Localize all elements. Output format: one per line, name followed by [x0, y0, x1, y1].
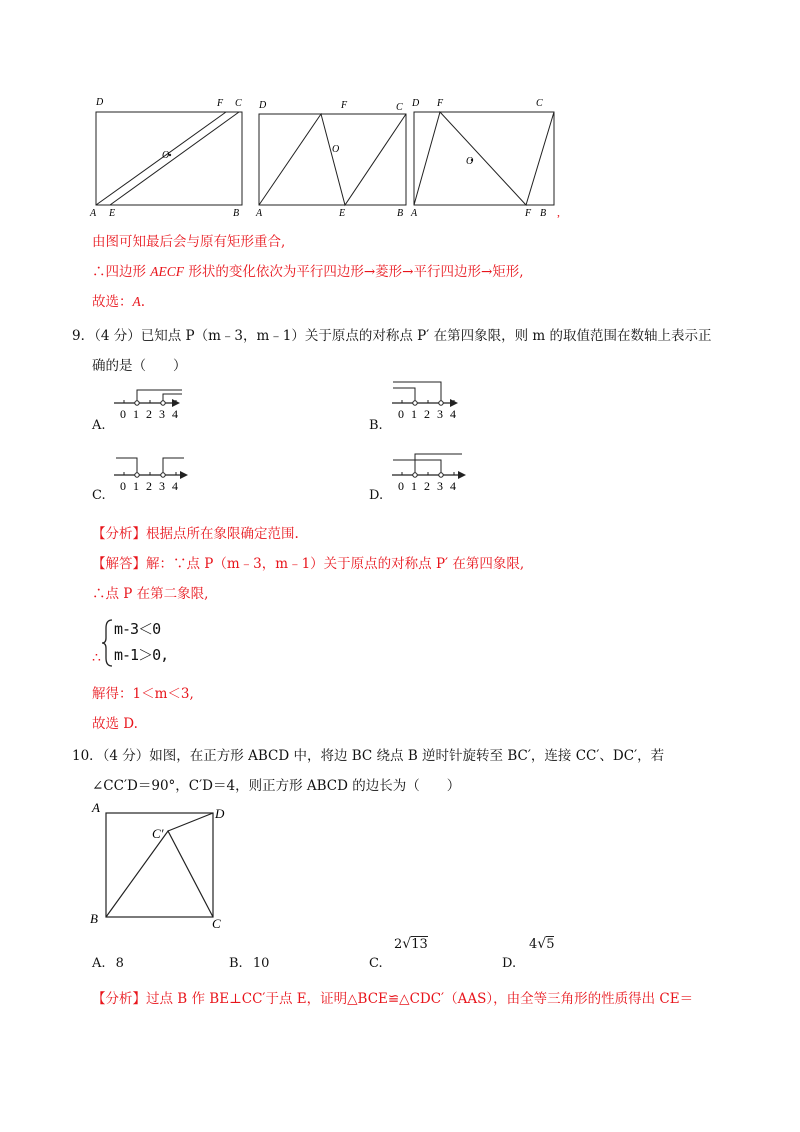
- q8-choice-letter: A: [132, 294, 141, 309]
- q8-choice-suffix: .: [140, 294, 146, 310]
- analysis-text: 过点 B 作 BE⊥CC′于点 E，证明△BCE≌△CDC′（AAS），由全等三角形的性质得出 CE＝: [146, 991, 694, 1007]
- label-A: A: [411, 208, 418, 219]
- q8-choice-prefix: 故选：: [92, 294, 133, 310]
- q9-option-C-numberline[interactable]: [110, 450, 190, 494]
- option-value: 8: [115, 956, 124, 971]
- tick-label: 0: [120, 407, 126, 421]
- sqrt-icon: √: [537, 936, 547, 952]
- label-D: D: [259, 100, 267, 111]
- tick-label: 2: [146, 407, 152, 421]
- tick-label: 2: [424, 407, 430, 421]
- tick-label: 3: [159, 407, 165, 421]
- brace-icon: [102, 618, 114, 668]
- label-E: E: [109, 208, 116, 219]
- q10-option-B[interactable]: [229, 956, 269, 971]
- label-A: A: [90, 208, 97, 219]
- q8-quad-name: AECF: [150, 264, 185, 279]
- q9-solution-range: 解得：1＜m＜3,: [92, 686, 194, 702]
- q9-option-A-letter[interactable]: A.: [92, 418, 106, 433]
- q10-stem-line1: 10．（4 分）如图，在正方形 ABCD 中，将边 BC 绕点 B 逆时针旋转至 BC′，连接 CC′、DC′，若: [72, 748, 665, 764]
- label-B: B: [233, 208, 240, 219]
- q9-option-D-numberline[interactable]: [388, 446, 468, 494]
- radicand: 5: [546, 937, 555, 952]
- tick-label: 0: [120, 479, 126, 493]
- tick-label: 4: [172, 407, 178, 421]
- figure-tail-comma: ,: [557, 205, 560, 219]
- analysis-tag: 【分析】: [92, 991, 146, 1007]
- q9-choice: 故选 D.: [92, 716, 138, 732]
- q10-analysis: [92, 989, 693, 1009]
- q8-figure: [88, 92, 578, 222]
- tick-label: 1: [133, 479, 139, 493]
- label-B: B: [540, 208, 547, 219]
- q9-option-B-letter[interactable]: B.: [369, 418, 383, 433]
- label-F: F: [525, 208, 532, 219]
- q9-second-quadrant: ∴点 P 在第二象限,: [92, 586, 209, 602]
- q9-stem-line2: 确的是（ ）: [92, 358, 187, 374]
- radicand: 13: [411, 937, 428, 952]
- tick-label: 3: [437, 407, 443, 421]
- tick-label: 1: [411, 407, 417, 421]
- label-C: C: [396, 102, 403, 113]
- tick-label: 2: [424, 479, 430, 493]
- label-D: D: [96, 97, 104, 108]
- q9-analysis: [92, 524, 299, 544]
- label-A: A: [256, 208, 263, 219]
- tick-label: 1: [133, 407, 139, 421]
- q8-line2-suffix: 形状的变化依次为平行四边形→菱形→平行四边形→矩形,: [184, 264, 524, 280]
- q8-line2-prefix: ∴四边形: [92, 264, 151, 280]
- answer-text: 解：∵点 P（m﹣3，m﹣1）关于原点的对称点 P′ 在第四象限,: [146, 556, 525, 572]
- label-O: O: [162, 150, 170, 161]
- q10-option-A[interactable]: [92, 956, 124, 971]
- label-F: F: [341, 100, 348, 111]
- label-B: B: [397, 208, 404, 219]
- label-F: F: [217, 98, 224, 109]
- q8-choice-line: [92, 292, 145, 312]
- label-D: D: [412, 98, 420, 109]
- tick-label: 4: [450, 407, 456, 421]
- q9-option-C-letter[interactable]: C.: [92, 488, 106, 503]
- q9-inequality-system: [92, 614, 212, 670]
- tick-label: 1: [411, 479, 417, 493]
- tick-label: 4: [172, 479, 178, 493]
- answer-tag: 【解答】: [92, 556, 146, 572]
- label-B: B: [90, 911, 98, 926]
- radical-coefficient: 2: [394, 937, 403, 952]
- tick-label: 3: [437, 479, 443, 493]
- tick-label: 3: [159, 479, 165, 493]
- q8-shape-sequence-line: [92, 262, 524, 282]
- radical-coefficient: 4: [529, 937, 538, 952]
- q10-option-C-radical: [394, 936, 428, 952]
- inequality-2: m-1＞0,: [114, 646, 169, 664]
- q10-square-figure: [86, 800, 246, 932]
- option-letter: A.: [92, 956, 106, 971]
- label-O: O: [332, 144, 340, 155]
- tick-label: 0: [398, 479, 404, 493]
- label-E: E: [339, 208, 346, 219]
- label-A: A: [92, 800, 100, 815]
- q10-option-C-letter[interactable]: C.: [369, 956, 383, 971]
- q8-panel-3: [410, 98, 560, 219]
- q9-option-B-numberline[interactable]: [388, 376, 468, 422]
- label-C: C: [212, 916, 221, 931]
- tick-label: 2: [146, 479, 152, 493]
- q10-option-D-radical: [529, 936, 554, 952]
- analysis-tag: 【分析】: [92, 526, 146, 542]
- label-C: C: [235, 98, 242, 109]
- label-C: C: [536, 98, 543, 109]
- option-value: 10: [252, 956, 270, 971]
- label-F: F: [437, 98, 444, 109]
- q8-panel-1: [89, 97, 242, 219]
- sqrt-icon: √: [402, 936, 412, 952]
- label-C-prime: C′: [152, 826, 164, 841]
- q10-option-D-letter[interactable]: D.: [502, 956, 517, 971]
- therefore-symbol: ∴: [92, 650, 101, 666]
- q9-answer: [92, 554, 524, 574]
- tick-label: 0: [398, 407, 404, 421]
- q10-stem-line2: ∠CC′D＝90°，C′D＝4，则正方形 ABCD 的边长为（ ）: [92, 778, 461, 794]
- q8-panel-2: [255, 100, 406, 219]
- option-letter: B.: [229, 956, 243, 971]
- tick-label: 4: [450, 479, 456, 493]
- inequality-1: m-3＜0: [114, 620, 161, 638]
- q9-option-D-letter[interactable]: D.: [369, 488, 384, 503]
- analysis-text: 根据点所在象限确定范围.: [146, 526, 299, 542]
- label-D: D: [215, 806, 225, 821]
- label-O: O: [466, 156, 474, 167]
- q9-option-A-numberline[interactable]: [110, 382, 182, 422]
- q8-conclusion-line: 由图可知最后会与原有矩形重合,: [92, 234, 286, 250]
- q9-stem-line1: 9．（4 分）已知点 P（m﹣3，m﹣1）关于原点的对称点 P′ 在第四象限，则 m 的取值范围在数轴上表示正: [72, 328, 712, 344]
